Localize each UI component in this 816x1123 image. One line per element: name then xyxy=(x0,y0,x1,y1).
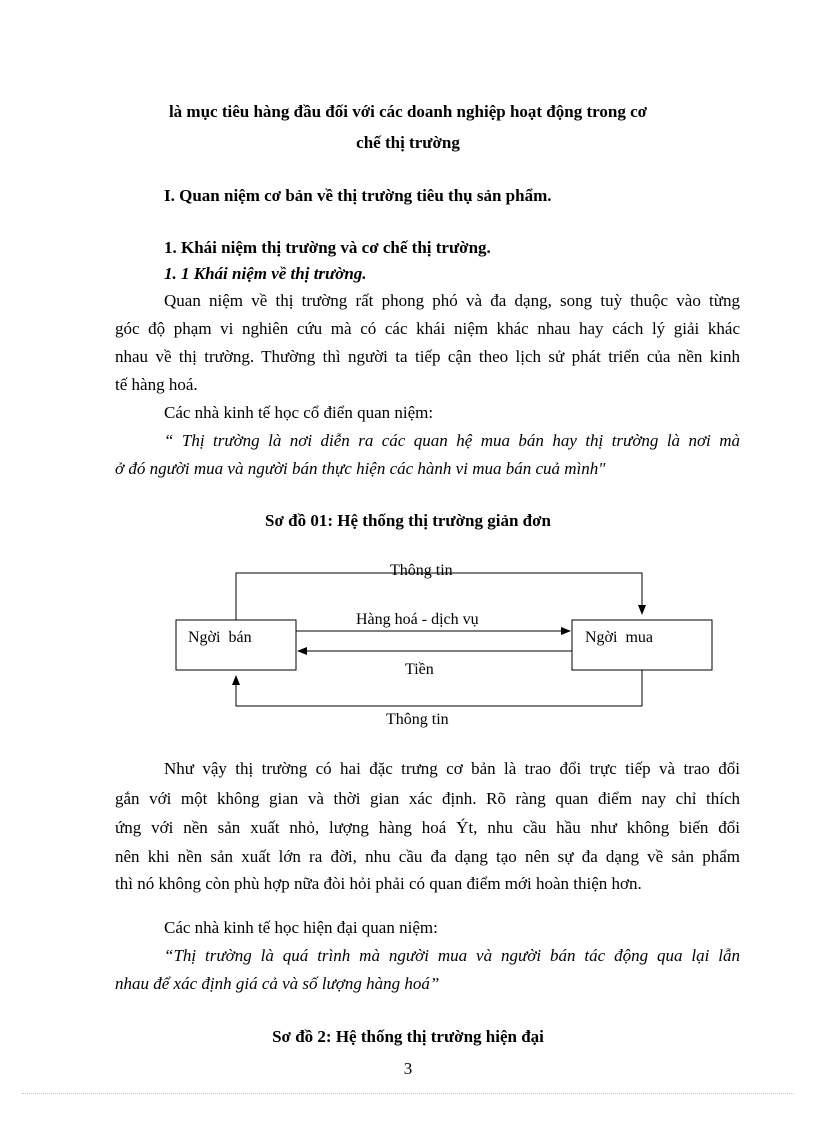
paragraph-2-line-5: thì nó không còn phù hợp nữa đòi hỏi phải có quan điểm mới hoàn thiện hơn. xyxy=(115,874,642,893)
paragraph-2-line-3: ứng với nền sản xuất nhỏ, lượng hàng hoá Ýt, nhu cầu hầu như không biến đổi xyxy=(115,818,740,837)
page-number: 3 xyxy=(403,1059,413,1078)
info-top-label: Thông tin xyxy=(390,562,453,579)
classical-intro: Các nhà kinh tế học cổ điển quan niệm: xyxy=(164,403,434,422)
paragraph-1-line-2: góc độ phạm vi nghiên cứu mà có các khái niệm khác nhau hay cách lý giải khác xyxy=(115,319,740,338)
title-line-2: chế thị trường xyxy=(356,133,460,152)
title-line-1: là mục tiêu hàng đầu đối với các doanh nghiệp hoạt động trong cơ xyxy=(168,102,648,121)
classical-quote-line-1: “ Thị trường là nơi diễn ra các quan hệ mua bán hay thị trường là nơi mà xyxy=(164,431,740,450)
modern-intro: Các nhà kinh tế học hiện đại quan niệm: xyxy=(164,918,438,937)
paragraph-1-line-4: tế hàng hoá. xyxy=(115,375,198,394)
paragraph-2-line-2: gắn với một không gian và thời gian xác định. Rõ ràng quan điểm nay chỉ thích xyxy=(115,789,740,808)
money-label: Tiền xyxy=(405,661,434,678)
paragraph-1-line-3: nhau về thị trường. Thường thì người ta tiếp cận theo lịch sử phát triển của nền kinh xyxy=(115,347,740,366)
seller-label: Ngời bán xyxy=(188,629,252,646)
subsubsection-heading: 1. 1 Khái niệm về thị trường. xyxy=(164,264,367,283)
buyer-label: Ngời mua xyxy=(585,629,654,646)
modern-quote-line-1: “Thị trường là quá trình mà người mua và người bán tác động qua lại lẫn xyxy=(164,946,740,965)
page-bottom-rule xyxy=(22,1093,794,1094)
classical-quote-line-2: ở đó người mua và người bán thực hiện các hành vi mua bán cuả mình" xyxy=(115,459,606,478)
section-heading: I. Quan niệm cơ bản về thị trường tiêu thụ sản phẩm. xyxy=(164,186,552,205)
paragraph-1-line-1: Quan niệm về thị trường rất phong phó và đa dạng, song tuỳ thuộc vào từng xyxy=(164,291,740,310)
diagram-2-caption: Sơ đồ 2: Hệ thống thị trường hiện đại xyxy=(272,1027,544,1046)
info-bottom-arrow xyxy=(236,670,642,706)
paragraph-2-line-1: Như vậy thị trường có hai đặc trưng cơ bản là trao đổi trực tiếp và trao đổi xyxy=(164,759,740,778)
subsection-heading: 1. Khái niệm thị trường và cơ chế thị trường. xyxy=(164,238,491,257)
info-bottom-label: Thông tin xyxy=(386,711,449,728)
paragraph-2-line-4: nên khi nền sản xuất lớn ra đời, nhu cầu đa dạng tạo nên sự đa dạng về sản phẩm xyxy=(115,847,740,866)
diagram-1-caption: Sơ đồ 01: Hệ thống thị trường giản đơn xyxy=(265,511,551,530)
goods-label: Hàng hoá - dịch vụ xyxy=(356,611,479,628)
modern-quote-line-2: nhau để xác định giá cả và số lượng hàng hoá” xyxy=(115,974,440,993)
